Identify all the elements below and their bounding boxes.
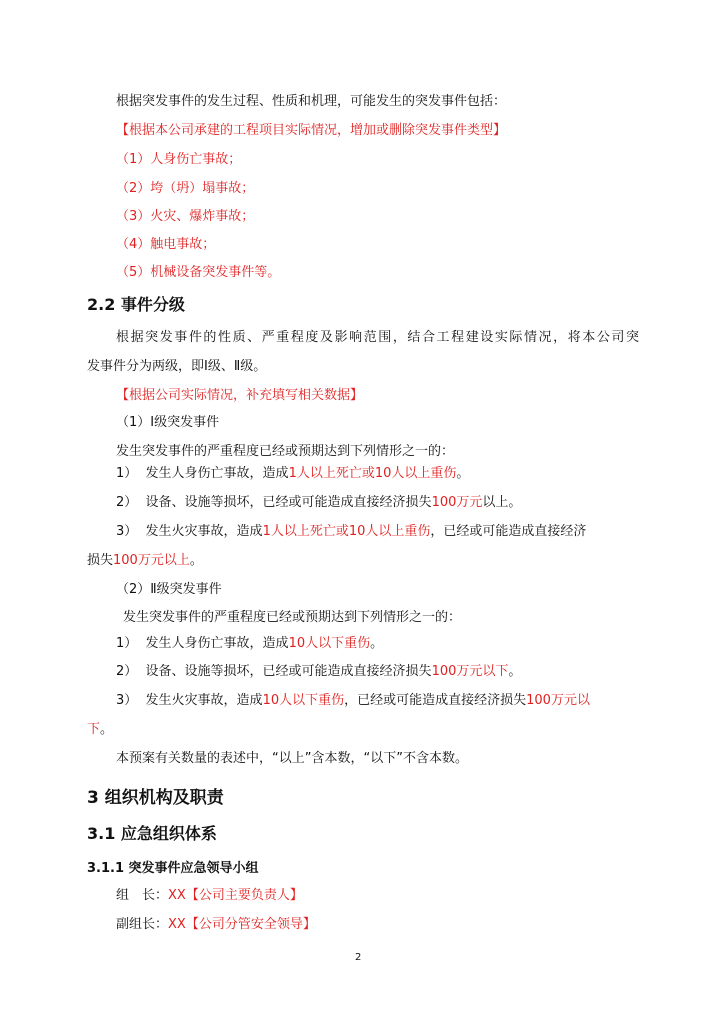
section-heading-3-1-1: 3.1.1 突发事件应急领导小组	[87, 861, 259, 876]
item-highlight-2: 100万元以	[526, 693, 590, 708]
level1-item3	[116, 523, 586, 541]
item-highlight: 100万元	[431, 495, 483, 510]
item-text: 设备、设施等损坏，已经或可能造成直接经济损失	[145, 495, 432, 510]
item-text-end: 。	[100, 722, 114, 737]
level2-title: （2）Ⅱ级突发事件	[116, 582, 222, 597]
leader-line	[116, 887, 303, 905]
grading-para-line2: 发事件分为两级，即Ⅰ级、Ⅱ级。	[87, 359, 267, 374]
level1-title: （1）Ⅰ级突发事件	[116, 415, 220, 430]
item-number: 1）	[116, 466, 138, 481]
item-highlight: 100万元以下	[431, 664, 509, 679]
item-text-end: 。	[189, 553, 203, 568]
level1-item3-cont	[87, 552, 203, 570]
item-text-end: ，已经或可能造成直接经济	[430, 524, 587, 539]
event-type-4: （4）触电事故；	[116, 237, 216, 252]
level1-item1	[116, 465, 469, 483]
leader-label: 组 长：	[116, 888, 169, 903]
leader-note: 【公司主要负责人】	[185, 888, 303, 903]
event-type-5: （5）机械设备突发事件等。	[116, 265, 281, 280]
item-highlight: 1人以上死亡或10人以上重伤	[288, 466, 457, 481]
item-highlight: 下	[87, 722, 101, 737]
deputy-value: XX	[168, 917, 186, 932]
item-highlight: 10人以下重伤	[262, 693, 345, 708]
page-number: 2	[355, 952, 362, 963]
deputy-note: 【公司分管安全领导】	[185, 917, 316, 932]
grading-para-line1: 根据突发事件的性质、严重程度及影响范围，结合工程建设实际情况，将本公司突	[116, 330, 639, 345]
item-text-end: 以上。	[482, 495, 522, 510]
item-text: 设备、设施等损坏，已经或可能造成直接经济损失	[145, 664, 432, 679]
item-text-end: 。	[508, 664, 522, 679]
item-text: 损失	[87, 553, 114, 568]
item-text-end: 。	[370, 636, 384, 651]
level1-item2	[116, 494, 521, 512]
leader-value: XX	[168, 888, 186, 903]
item-text: 发生火灾事故，造成	[145, 524, 263, 539]
item-number: 2）	[116, 664, 138, 679]
item-text-mid: ，已经或可能造成直接经济损失	[344, 693, 527, 708]
item-number: 3）	[116, 693, 138, 708]
level2-item1	[116, 635, 383, 653]
intro-note: 【根据本公司承建的工程项目实际情况，增加或删除突发事件类型】	[116, 123, 507, 138]
item-number: 2）	[116, 495, 138, 510]
item-text-end: 。	[456, 466, 470, 481]
section-heading-3: 3 组织机构及职责	[87, 788, 224, 808]
item-highlight: 100万元以上	[113, 553, 190, 568]
item-text: 发生人身伤亡事故，造成	[145, 466, 289, 481]
item-number: 3）	[116, 524, 138, 539]
level2-item3	[116, 692, 590, 710]
event-type-3: （3）火灾、爆炸事故；	[116, 209, 255, 224]
level2-item3-cont	[87, 721, 113, 739]
intro-text: 根据突发事件的发生过程、性质和机理，可能发生的突发事件包括：	[116, 94, 507, 109]
section-heading-2-2: 2.2 事件分级	[87, 295, 185, 314]
item-text: 发生火灾事故，造成	[145, 693, 263, 708]
event-type-2: （2）垮（坍）塌事故；	[116, 181, 255, 196]
item-highlight: 1人以上死亡或10人以上重伤	[262, 524, 431, 539]
level2-item2	[116, 663, 521, 681]
deputy-label: 副组长：	[116, 917, 169, 932]
section-heading-3-1: 3.1 应急组织体系	[87, 824, 217, 843]
item-number: 1）	[116, 636, 138, 651]
level1-lead: 发生突发事件的严重程度已经或预期达到下列情形之一的：	[116, 444, 455, 459]
level2-lead: 发生突发事件的严重程度已经或预期达到下列情形之一的：	[123, 610, 462, 625]
item-text: 发生人身伤亡事故，造成	[145, 636, 289, 651]
item-highlight: 10人以下重伤	[288, 636, 371, 651]
quantity-note: 本预案有关数量的表述中，“以上”含本数，“以下”不含本数。	[116, 751, 468, 766]
deputy-line	[116, 916, 316, 934]
event-type-1: （1）人身伤亡事故；	[116, 152, 242, 167]
grading-note: 【根据公司实际情况，补充填写相关数据】	[116, 388, 364, 403]
